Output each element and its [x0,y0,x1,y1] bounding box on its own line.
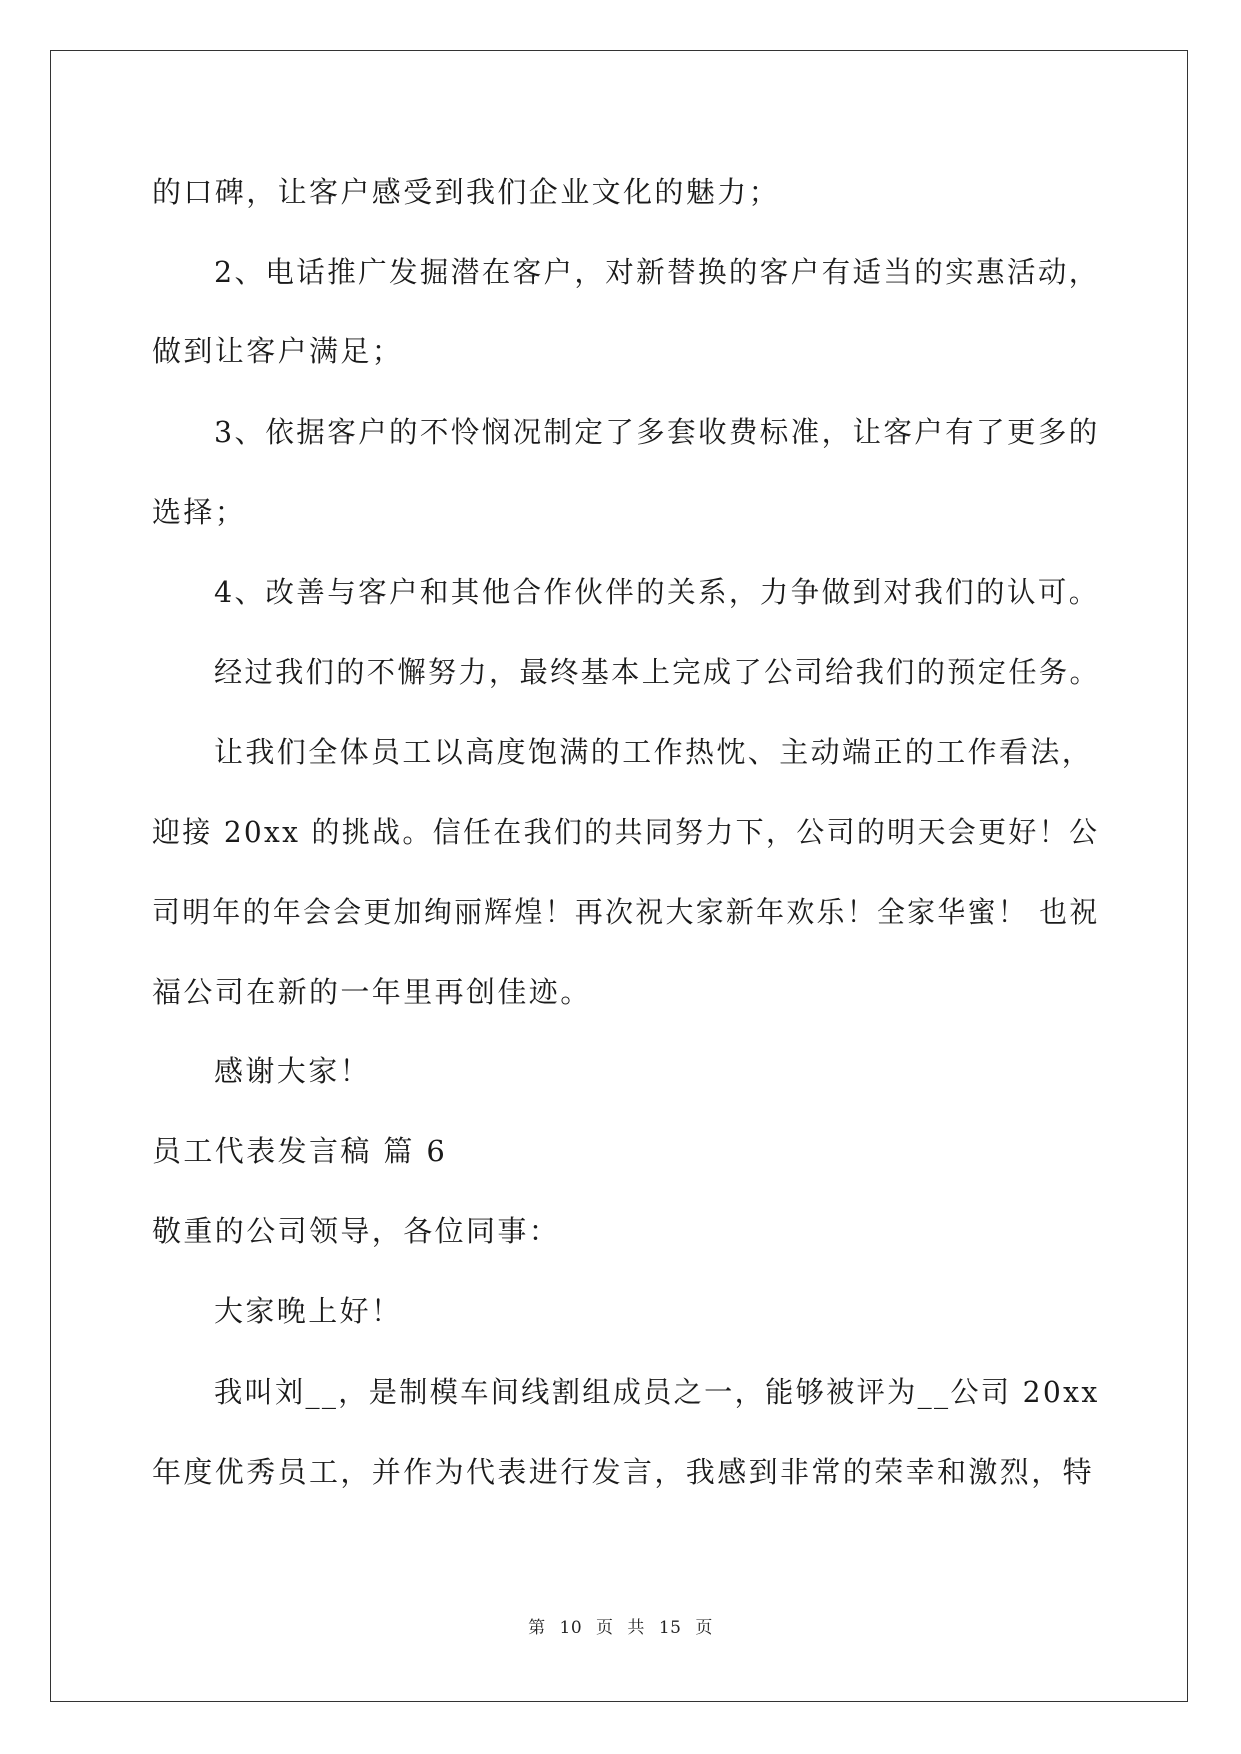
section-heading: 员工代表发言稿 篇 6 [152,1134,448,1168]
paragraph-line: 经过我们的不懈努力，最终基本上完成了公司给我们的预定任务。 [214,655,1101,689]
text-line: 迎接 20xx 的挑战。信任在我们的共同努力下，公司的明天会更好！公 [152,815,1100,849]
list-item-4: 4、改善与客户和其他合作伙伴的关系，力争做到对我们的认可。 [214,575,1100,609]
greeting: 大家晚上好！ [214,1294,403,1328]
page-number-footer: 第 10 页 共 15 页 [528,1618,713,1638]
paragraph-line: 让我们全体员工以高度饱满的工作热忱、主动端正的工作看法， [214,735,1094,769]
text-line: 福公司在新的一年里再创佳迹。 [152,975,592,1009]
text-line: 的口碑，让客户感受到我们企业文化的魅力； [152,175,781,209]
text-line: 做到让客户满足； [152,334,404,368]
closing-line: 感谢大家！ [214,1054,372,1088]
list-item-2: 2、电话推广发掘潜在客户，对新替换的客户有适当的实惠活动， [214,255,1100,289]
text-line: 司明年的年会会更加绚丽辉煌！再次祝大家新年欢乐！全家华蜜！ 也祝 [152,895,1100,929]
text-line: 年度优秀员工，并作为代表进行发言，我感到非常的荣幸和激烈，特 [152,1455,1095,1489]
list-item-3: 3、依据客户的不怜悯况制定了多套收费标准，让客户有了更多的 [214,415,1100,449]
paragraph-line: 我叫刘__，是制模车间线割组成员之一，能够被评为__公司 20xx [214,1375,1100,1409]
salutation: 敬重的公司领导，各位同事： [152,1214,561,1248]
text-line: 选择； [152,495,247,529]
